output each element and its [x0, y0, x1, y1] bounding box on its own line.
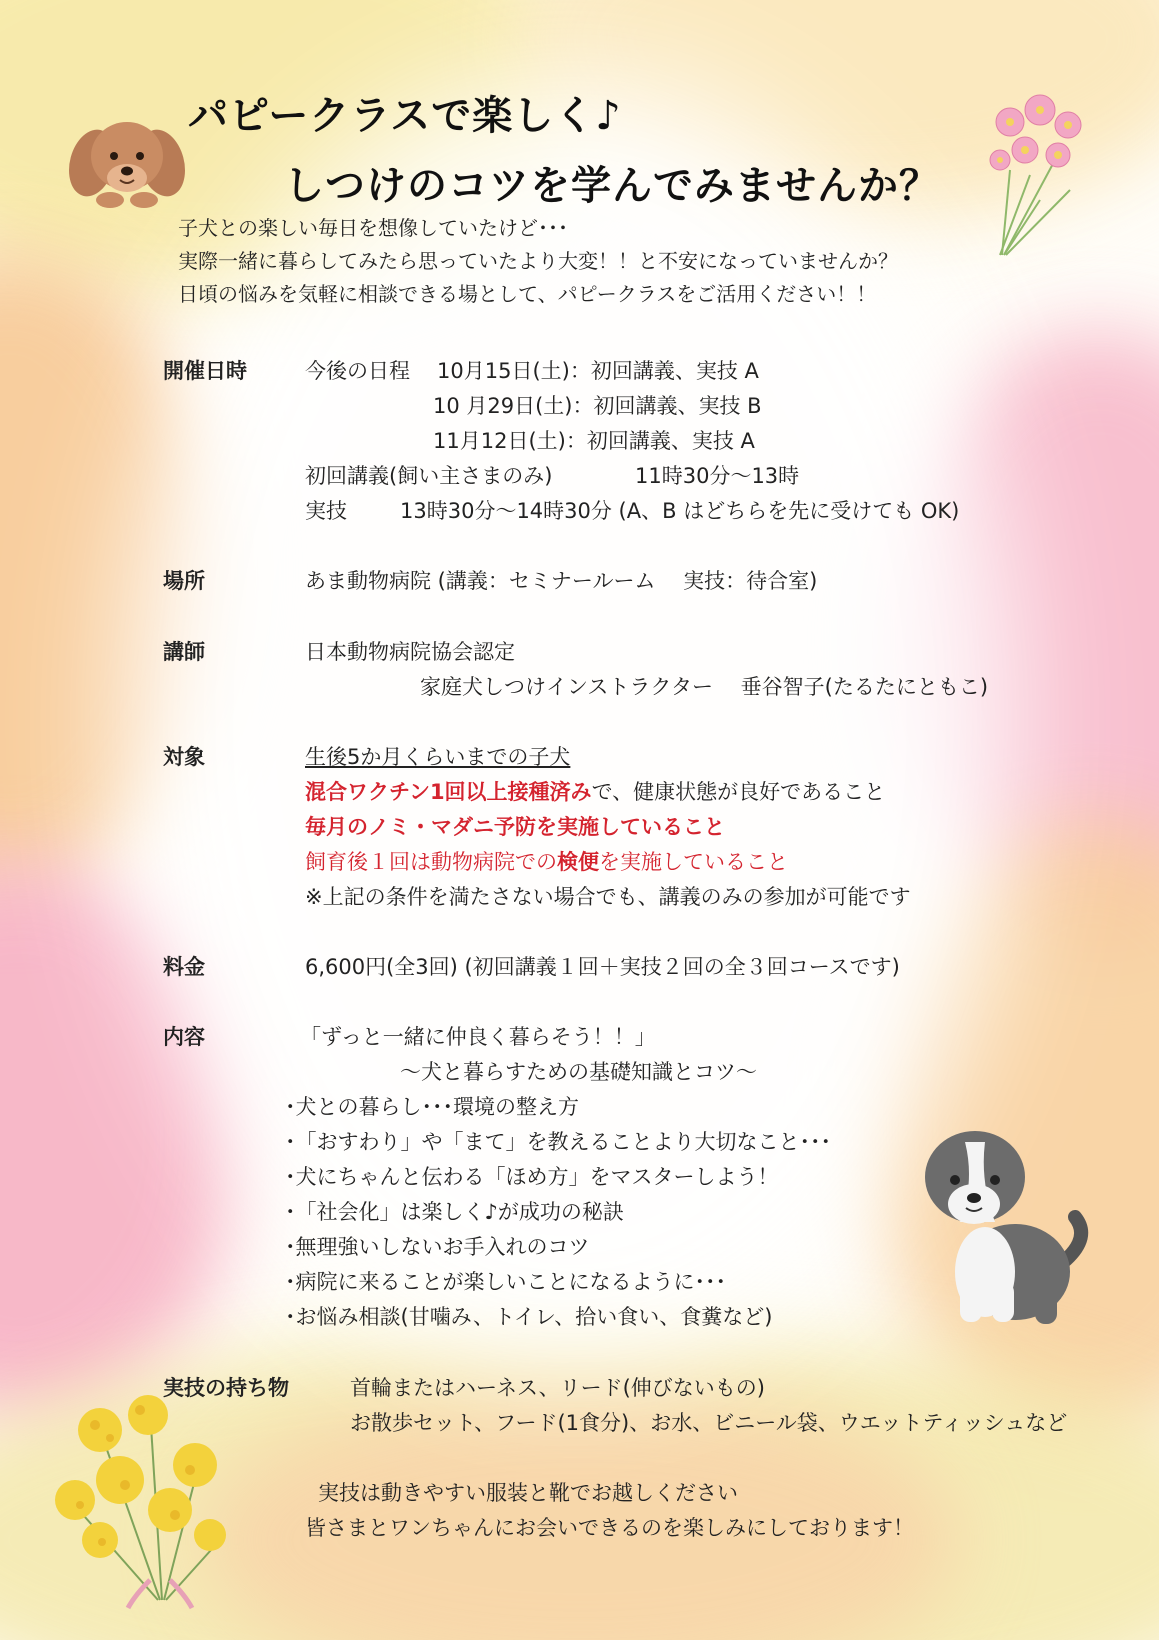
instructor-label: 講師 [163, 640, 205, 664]
closing-line2: 皆さまとワンちゃんにお会いできるのを楽しみにしております！ [305, 1516, 914, 1540]
schedule-label: 開催日時 [163, 359, 247, 383]
title-line1: パピークラスで楽しく♪ [188, 93, 622, 139]
instructor-line2: 家庭犬しつけインストラクター 垂谷智子(たるたにともこ) [420, 675, 989, 699]
target-line1: 生後5か月くらいまでの子犬 [305, 745, 571, 769]
intro-line1: 子犬との楽しい毎日を想像していたけど･･･ [178, 216, 568, 240]
instructor-line1: 日本動物病院協会認定 [305, 640, 515, 664]
contents-item-2: ･「おすわり」や「まて」を教えることより大切なこと･･･ [285, 1130, 831, 1154]
contents-subhead: ～犬と暮らすための基礎知識とコツ～ [400, 1060, 757, 1084]
schedule-date-1: 10月15日(土)：初回講義、実技 A [437, 359, 759, 383]
contents-item-6: ･病院に来ることが楽しいことになるように･･･ [285, 1270, 726, 1294]
closing-line1: 実技は動きやすい服装と靴でお越しください [318, 1481, 738, 1505]
intro-line2: 実際一緒に暮らしてみたら思っていたより大変！！と不安になっていませんか？ [178, 249, 898, 273]
contents-item-4: ･「社会化」は楽しく♪が成功の秘訣 [285, 1200, 624, 1224]
border-collie-icon [900, 1122, 1100, 1327]
target-line5: ※上記の条件を満たさない場合でも、講義のみの参加が可能です [305, 885, 911, 909]
belongings-label: 実技の持ち物 [163, 1376, 289, 1400]
place-label: 場所 [163, 569, 205, 593]
practice-time: 13時30分～14時30分 (A、B はどちらを先に受けても OK) [400, 499, 960, 523]
target-label: 対象 [163, 745, 205, 769]
mimosa-bouquet-icon [40, 1370, 240, 1610]
contents-item-1: ･犬との暮らし･･･環境の整え方 [285, 1095, 579, 1119]
target-line2-emphasis: 混合ワクチン1回以上接種済み [305, 780, 592, 804]
belongings-line1: 首輪またはハーネス、リード(伸びないもの) [350, 1376, 765, 1400]
lecture-time: 11時30分～13時 [635, 464, 800, 488]
target-line4-b: 検便 [557, 850, 599, 874]
target-line4-c: を実施していること [599, 850, 788, 874]
place-value: あま動物病院 (講義：セミナールーム 実技：待合室) [305, 569, 818, 593]
contents-item-5: ･無理強いしないお手入れのコツ [285, 1235, 590, 1259]
puppy-brown-icon [62, 108, 192, 213]
belongings-line2: お散歩セット、フード(1食分)、お水、ビニール袋、ウエットティッシュなど [350, 1411, 1068, 1435]
schedule-date-2: 10 月29日(土)：初回講義、実技 B [433, 394, 762, 418]
intro-line3: 日頃の悩みを気軽に相談できる場として、パピークラスをご活用ください！！ [178, 282, 877, 306]
contents-item-7: ･お悩み相談(甘噛み、トイレ、拾い食い、食糞など) [285, 1305, 773, 1329]
contents-label: 内容 [163, 1025, 205, 1049]
fee-label: 料金 [163, 955, 205, 979]
target-line4 [305, 846, 788, 876]
target-line2 [305, 776, 885, 806]
target-line3: 毎月のノミ・マダニ予防を実施していること [305, 815, 725, 839]
schedule-prefix: 今後の日程 [305, 359, 410, 383]
practice-label: 実技 [305, 499, 347, 523]
schedule-date-3: 11月12日(土)：初回講義、実技 A [433, 429, 755, 453]
contents-item-3: ･犬にちゃんと伝わる「ほめ方」をマスターしよう！ [285, 1165, 779, 1189]
fee-value: 6,600円(全3回) (初回講義１回＋実技２回の全３回コースです) [305, 955, 900, 979]
target-line4-a: 飼育後１回は動物病院での [305, 850, 557, 874]
lecture-label: 初回講義(飼い主さまのみ) [305, 464, 553, 488]
title-line2: しつけのコツを学んでみませんか？ [284, 163, 940, 209]
cosmos-bouquet-icon [980, 80, 1090, 260]
target-line2-rest: で、健康状態が良好であること [591, 780, 886, 804]
contents-headline: 「ずっと一緒に仲良く暮らそう！！」 [300, 1025, 656, 1049]
